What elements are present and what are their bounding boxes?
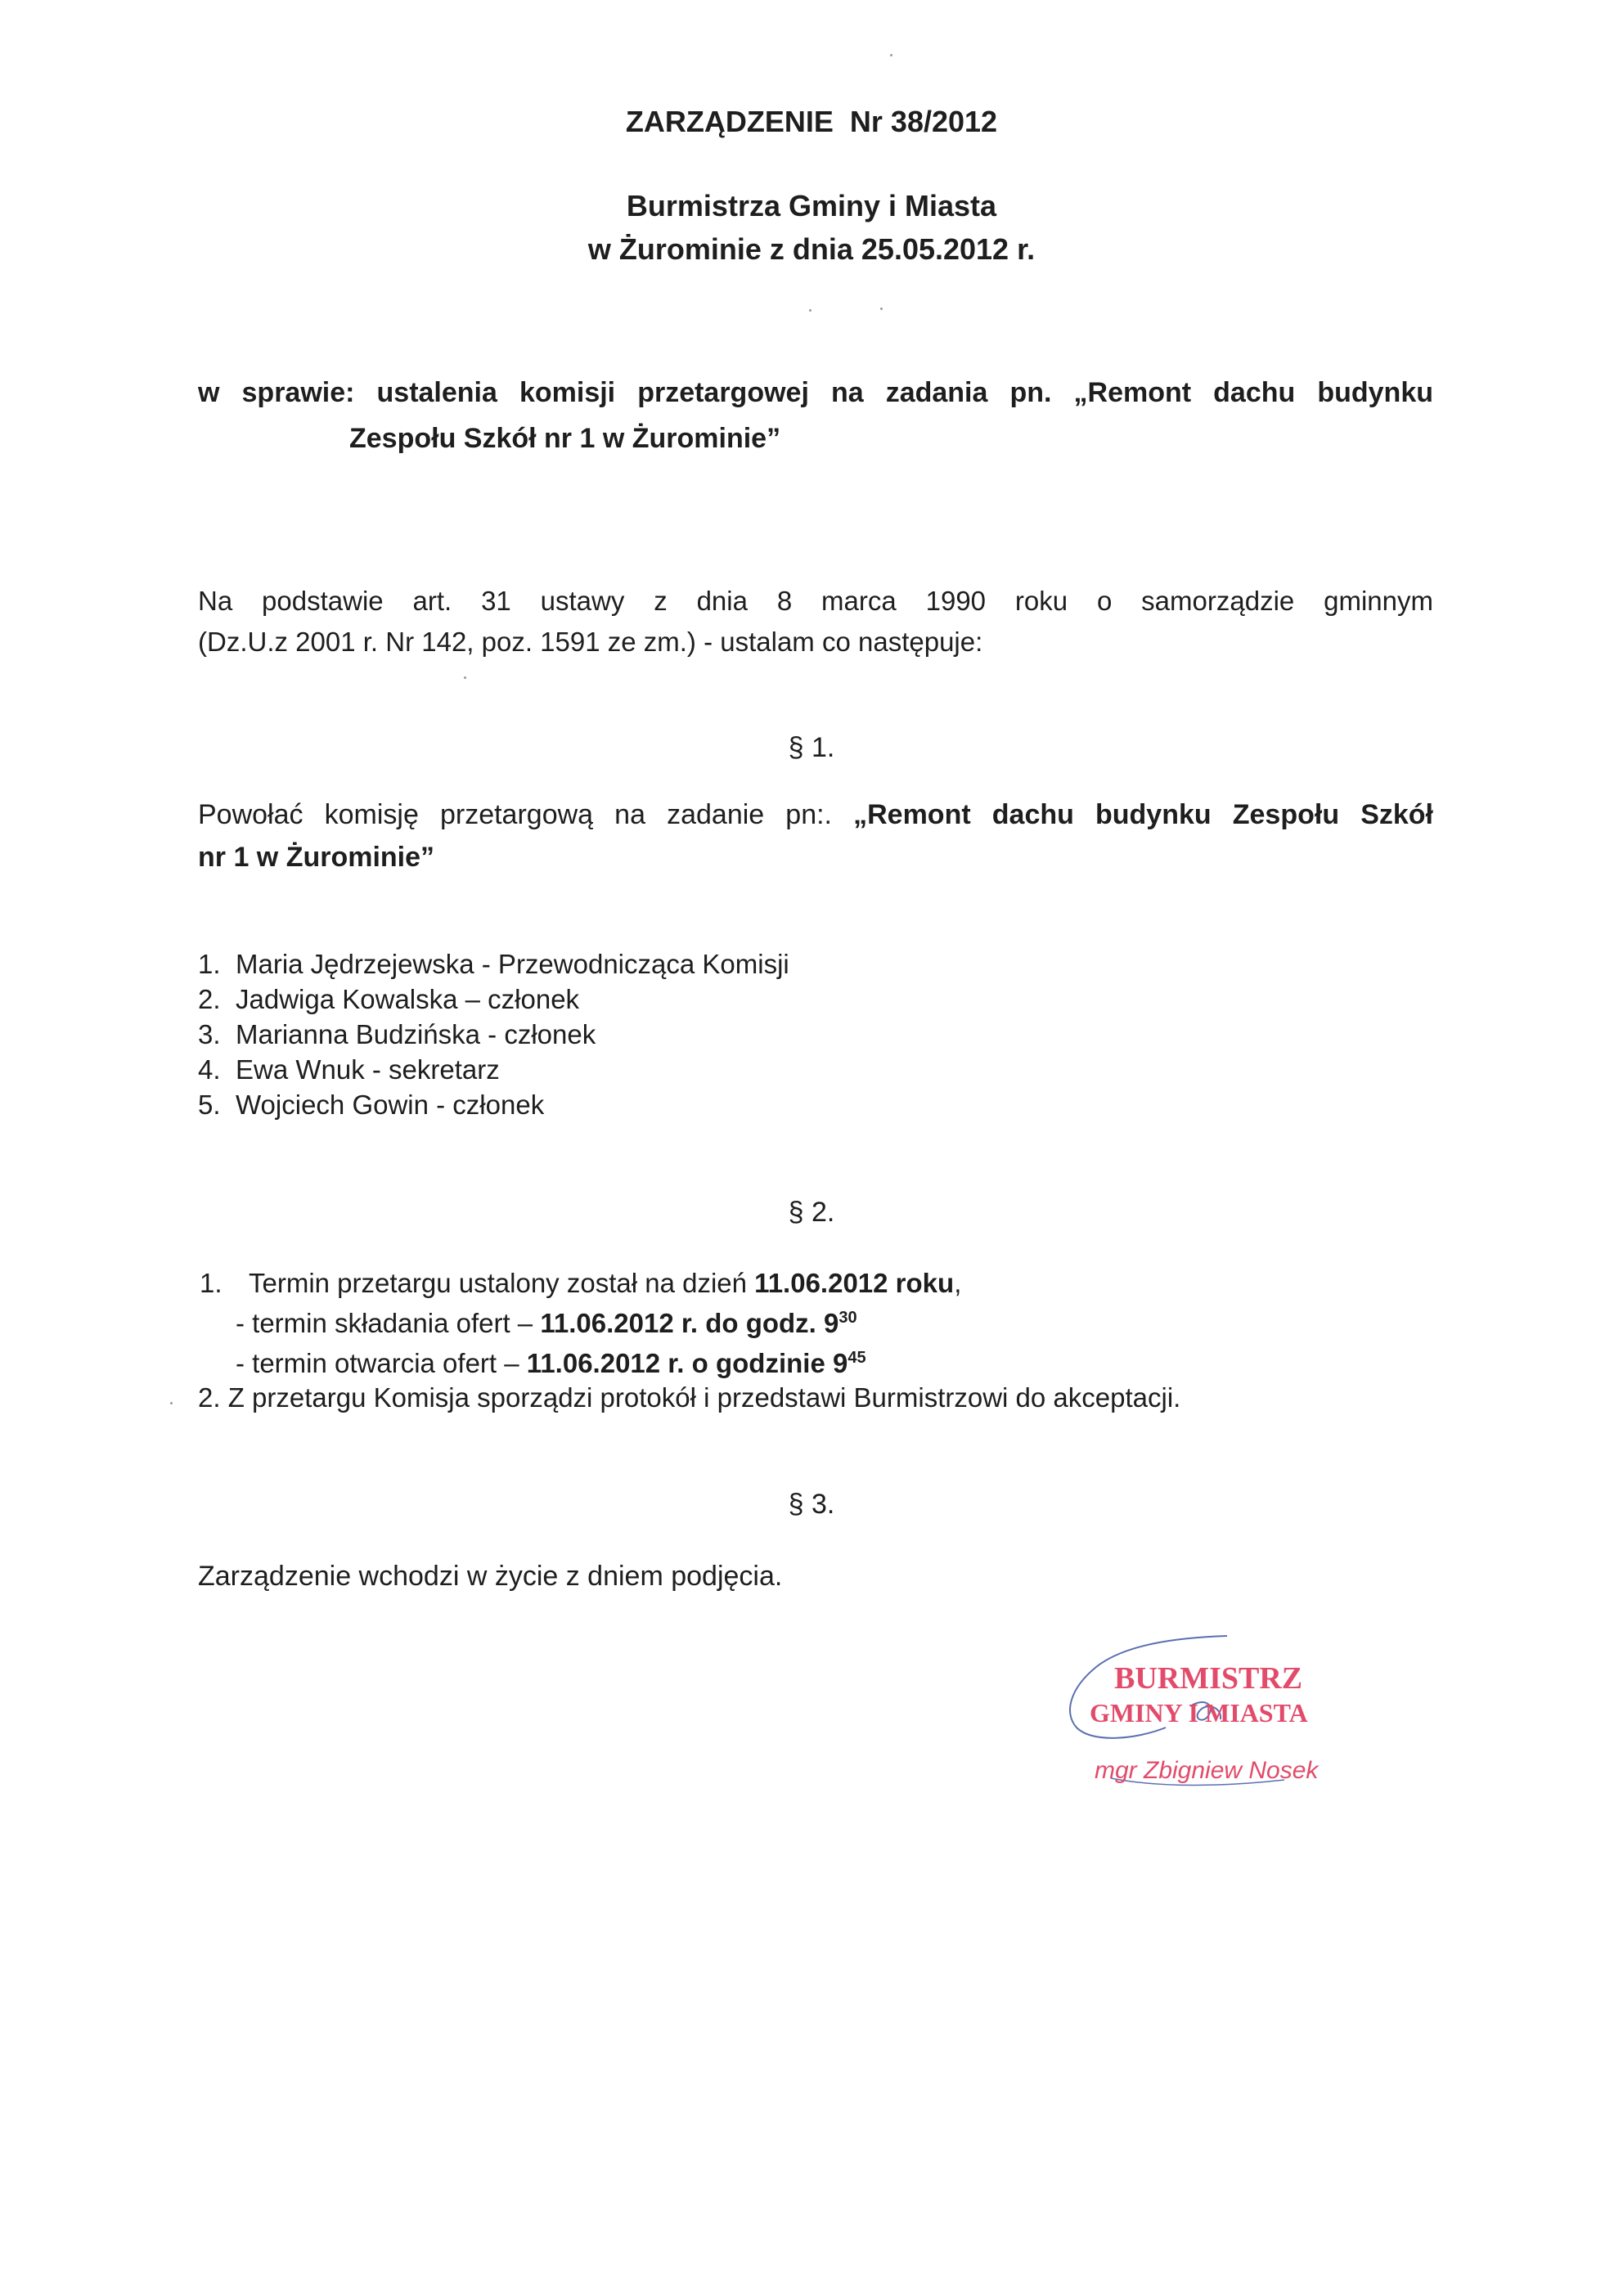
issuer-line-2: w Żurominie z dnia 25.05.2012 r. — [587, 232, 1036, 266]
item-number: 2. — [198, 1382, 221, 1413]
subject-block — [198, 370, 1433, 461]
stamp-subtitle: GMINY I MIASTA — [1090, 1698, 1308, 1728]
list-item — [198, 946, 789, 982]
item-text: Z przetargu Komisja sporządzi protokół i przedstawi Burmistrzowi do akceptacji. — [227, 1382, 1181, 1413]
section-1-text-bold-2: nr 1 w Żurominie” — [198, 842, 435, 873]
section-2-body — [198, 1266, 1180, 1415]
section-3-heading: § 3. — [788, 1489, 835, 1520]
scan-speck — [809, 309, 812, 312]
list-item — [198, 1087, 789, 1122]
list-item-number: 2. — [198, 984, 221, 1014]
section-2-item-1 — [198, 1266, 1180, 1301]
subject-line-2: Zespołu Szkół nr 1 w Żurominie” — [349, 423, 781, 454]
subitem-text: - termin składania ofert – — [236, 1308, 541, 1338]
scan-speck — [890, 54, 892, 56]
section-2-item-2 — [198, 1381, 1180, 1415]
list-item-text: Jadwiga Kowalska – członek — [236, 984, 580, 1014]
scan-speck — [880, 308, 883, 310]
stamp-name: mgr Zbigniew Nosek — [1095, 1757, 1319, 1784]
issuer-line-1: Burmistrza Gminy i Miasta — [626, 189, 997, 222]
scan-speck — [464, 676, 466, 679]
list-item-text: Maria Jędrzejewska - Przewodnicząca Komisji — [236, 949, 789, 979]
item-end: , — [954, 1268, 962, 1298]
section-2-subitem-2 — [198, 1341, 1180, 1381]
list-item-number: 1. — [198, 949, 221, 979]
section-3-text: Zarządzenie wchodzi w życie z dniem podjęcia. — [198, 1561, 783, 1592]
list-item — [198, 1017, 789, 1052]
stamp-title: BURMISTRZ — [1114, 1661, 1303, 1696]
subitem-minutes: 30 — [838, 1309, 857, 1327]
subject-line-1: w sprawie: ustalenia komisji przetargowej na zadania pn. „Remont dachu budynku — [198, 377, 1433, 408]
legal-basis-line-1: Na podstawie art. 31 ustawy z dnia 8 marca 1990 roku o samorządzie gminnym — [198, 586, 1433, 616]
section-2-heading: § 2. — [788, 1197, 835, 1228]
section-1-text — [198, 793, 1433, 878]
scan-speck — [170, 1402, 173, 1404]
list-item-number: 3. — [198, 1019, 221, 1049]
section-1-text-line-1 — [198, 793, 1433, 836]
list-item-text: Ewa Wnuk - sekretarz — [236, 1054, 500, 1085]
item-number: 1. — [200, 1268, 223, 1298]
document-title: ZARZĄDZENIE Nr 38/2012 — [625, 105, 998, 138]
section-1-text-plain: Powołać komisję przetargową na zadanie pn:. — [198, 799, 854, 830]
subitem-text: - termin otwarcia ofert – — [236, 1348, 527, 1378]
list-item-text: Marianna Budzińska - członek — [236, 1019, 596, 1049]
list-item-number: 5. — [198, 1090, 221, 1120]
subitem-date: 11.06.2012 r. do godz. 9 — [540, 1308, 839, 1338]
subitem-date: 11.06.2012 r. o godzinie 9 — [526, 1348, 848, 1378]
committee-members-list — [198, 946, 789, 1122]
section-1-heading: § 1. — [788, 732, 835, 763]
list-item — [198, 1052, 789, 1087]
legal-basis-line-2: (Dz.U.z 2001 r. Nr 142, poz. 1591 ze zm.) - ustalam co następuje: — [198, 627, 983, 657]
legal-basis — [198, 581, 1433, 663]
item-text: Termin przetargu ustalony został na dzień — [249, 1268, 755, 1298]
mayor-stamp — [1047, 1628, 1374, 1808]
list-item-text: Wojciech Gowin - członek — [236, 1090, 545, 1120]
section-1-text-bold-1: „Remont dachu budynku Zespołu Szkół — [853, 799, 1433, 830]
subitem-minutes: 45 — [847, 1349, 866, 1367]
list-item-number: 4. — [198, 1054, 221, 1085]
list-item — [198, 982, 789, 1017]
item-date: 11.06.2012 roku — [754, 1268, 955, 1298]
issuer-block — [0, 184, 1623, 271]
section-2-subitem-1 — [198, 1301, 1180, 1341]
